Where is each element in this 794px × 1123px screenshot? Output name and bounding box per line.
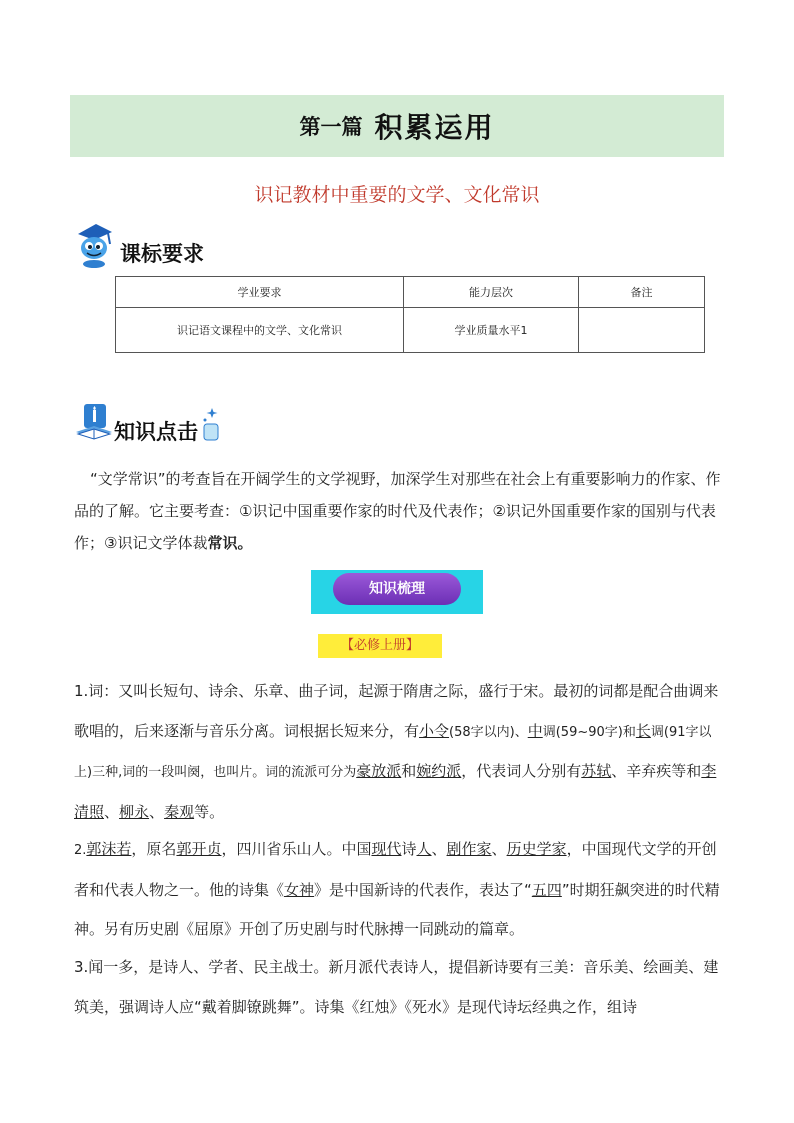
volume-tag: 【必修上册】 bbox=[318, 634, 442, 658]
table-header-row bbox=[116, 277, 705, 308]
item-text: 1.词：又叫长短句、诗余、乐章、曲子词，起源于隋唐之际，盛行于宋。最初的词都是配合曲调来歌唱的，后来逐渐与音乐分离。词根据长短来分，有 bbox=[74, 682, 719, 740]
item-text: 》是中国新诗的代表作，表达了“ bbox=[314, 880, 532, 899]
item-text: 、 bbox=[104, 802, 120, 821]
item-ci bbox=[74, 672, 724, 832]
term-wanyue: 婉约派 bbox=[416, 762, 462, 780]
table-cell: 学业质量水平1 bbox=[404, 308, 579, 353]
section-curriculum-title: 课标要求 bbox=[120, 242, 204, 266]
term-lishixuejia: 历史学家 bbox=[506, 840, 567, 858]
item-text: ”时期狂飙突进的时代精神。另有历史剧《屈原》开创了历史剧与时代脉搏一同跳动的篇章。 bbox=[74, 880, 720, 938]
chapter-title: 积累运用 bbox=[374, 111, 495, 144]
page-subtitle: 识记教材中重要的文学、文化常识 bbox=[254, 184, 540, 206]
table-header-cell: 能力层次 bbox=[404, 277, 579, 308]
term-haofang: 豪放派 bbox=[356, 762, 402, 780]
term-nvshen: 女神 bbox=[284, 880, 315, 899]
requirements-table bbox=[115, 276, 705, 353]
sparkle-icon bbox=[200, 406, 222, 442]
table-row bbox=[116, 308, 705, 353]
item-text: 等。 bbox=[194, 802, 225, 821]
term-liuyong: 柳永 bbox=[119, 802, 150, 821]
chapter-banner bbox=[70, 95, 724, 157]
item-text: 3.闻一多，是诗人、学者、民主战士。新月派代表诗人，提倡新诗要有三美：音乐美、绘画美、建筑美，强调诗人应“戴着脚镣跳舞”。诗集《红烛》《死水》是现代诗坛经典之作，组诗 bbox=[74, 958, 719, 1016]
item-guomoruo bbox=[74, 830, 724, 950]
term-sushi: 苏轼 bbox=[581, 762, 612, 780]
item-text: 、 bbox=[491, 840, 507, 858]
term-ren: 人 bbox=[416, 840, 432, 858]
book-candle-icon bbox=[74, 402, 114, 442]
item-text: 调(91字以上)三种,词的一段叫阕，也叫片。词的流派可分为 bbox=[74, 724, 712, 780]
item-number: 2. bbox=[74, 843, 87, 858]
table-cell bbox=[579, 308, 705, 353]
item-text: ，四川省乐山人。中国 bbox=[221, 840, 372, 858]
item-text: 、辛弃疾等和 bbox=[611, 762, 702, 780]
chapter-number: 第一篇 bbox=[299, 115, 363, 139]
knowledge-badge bbox=[311, 570, 483, 614]
term-zhong: 中 bbox=[527, 721, 543, 740]
section-knowledge-title: 知识点击 bbox=[114, 420, 198, 444]
intro-paragraph bbox=[74, 463, 726, 559]
item-wenyiduo bbox=[74, 948, 724, 1027]
intro-text: “文学常识”的考查旨在开阔学生的文学视野，加深学生对那些在社会上有重要影响力的作家、作品的了解。它主要考查：①识记中国重要作家的时代及代表作；②识记外国重要作家的国别与代表作；③识记文学体裁 bbox=[74, 470, 721, 552]
term-xiandai: 现代 bbox=[371, 840, 402, 858]
item-text: 、 bbox=[431, 840, 447, 858]
item-text: 、 bbox=[149, 802, 165, 821]
section-knowledge-head bbox=[74, 402, 222, 442]
item-text: 和 bbox=[401, 762, 417, 780]
term-wusi: 五四 bbox=[531, 880, 562, 899]
item-text: 诗 bbox=[401, 840, 417, 858]
term-xiaoling: 小令 bbox=[419, 721, 450, 740]
item-text: 调(59~90字)和 bbox=[542, 724, 636, 740]
term-chang: 长 bbox=[635, 721, 651, 740]
section-curriculum-head bbox=[74, 222, 204, 266]
term-liqingzhao: 李清照 bbox=[74, 762, 717, 821]
item-text: ，代表词人分别有 bbox=[461, 762, 582, 780]
term-guokaizhen: 郭开贞 bbox=[176, 840, 222, 858]
table-cell: 识记语文课程中的文学、文化常识 bbox=[116, 308, 404, 353]
term-juzuojia: 剧作家 bbox=[446, 840, 492, 858]
term-qinguan: 秦观 bbox=[164, 802, 195, 821]
intro-tail: 常识。 bbox=[207, 534, 253, 552]
item-text: ，原名 bbox=[131, 840, 177, 858]
item-text: (58字以内)、 bbox=[449, 724, 528, 740]
table-header-cell: 学业要求 bbox=[116, 277, 404, 308]
knowledge-badge-label: 知识梳理 bbox=[333, 573, 461, 605]
table-header-cell: 备注 bbox=[579, 277, 705, 308]
cartoon-kid-icon bbox=[74, 222, 114, 266]
term-guomoruo: 郭沫若 bbox=[86, 840, 132, 858]
item-text: ，中国现代文学的开创者和代表人物之一。他的诗集《 bbox=[74, 840, 717, 899]
